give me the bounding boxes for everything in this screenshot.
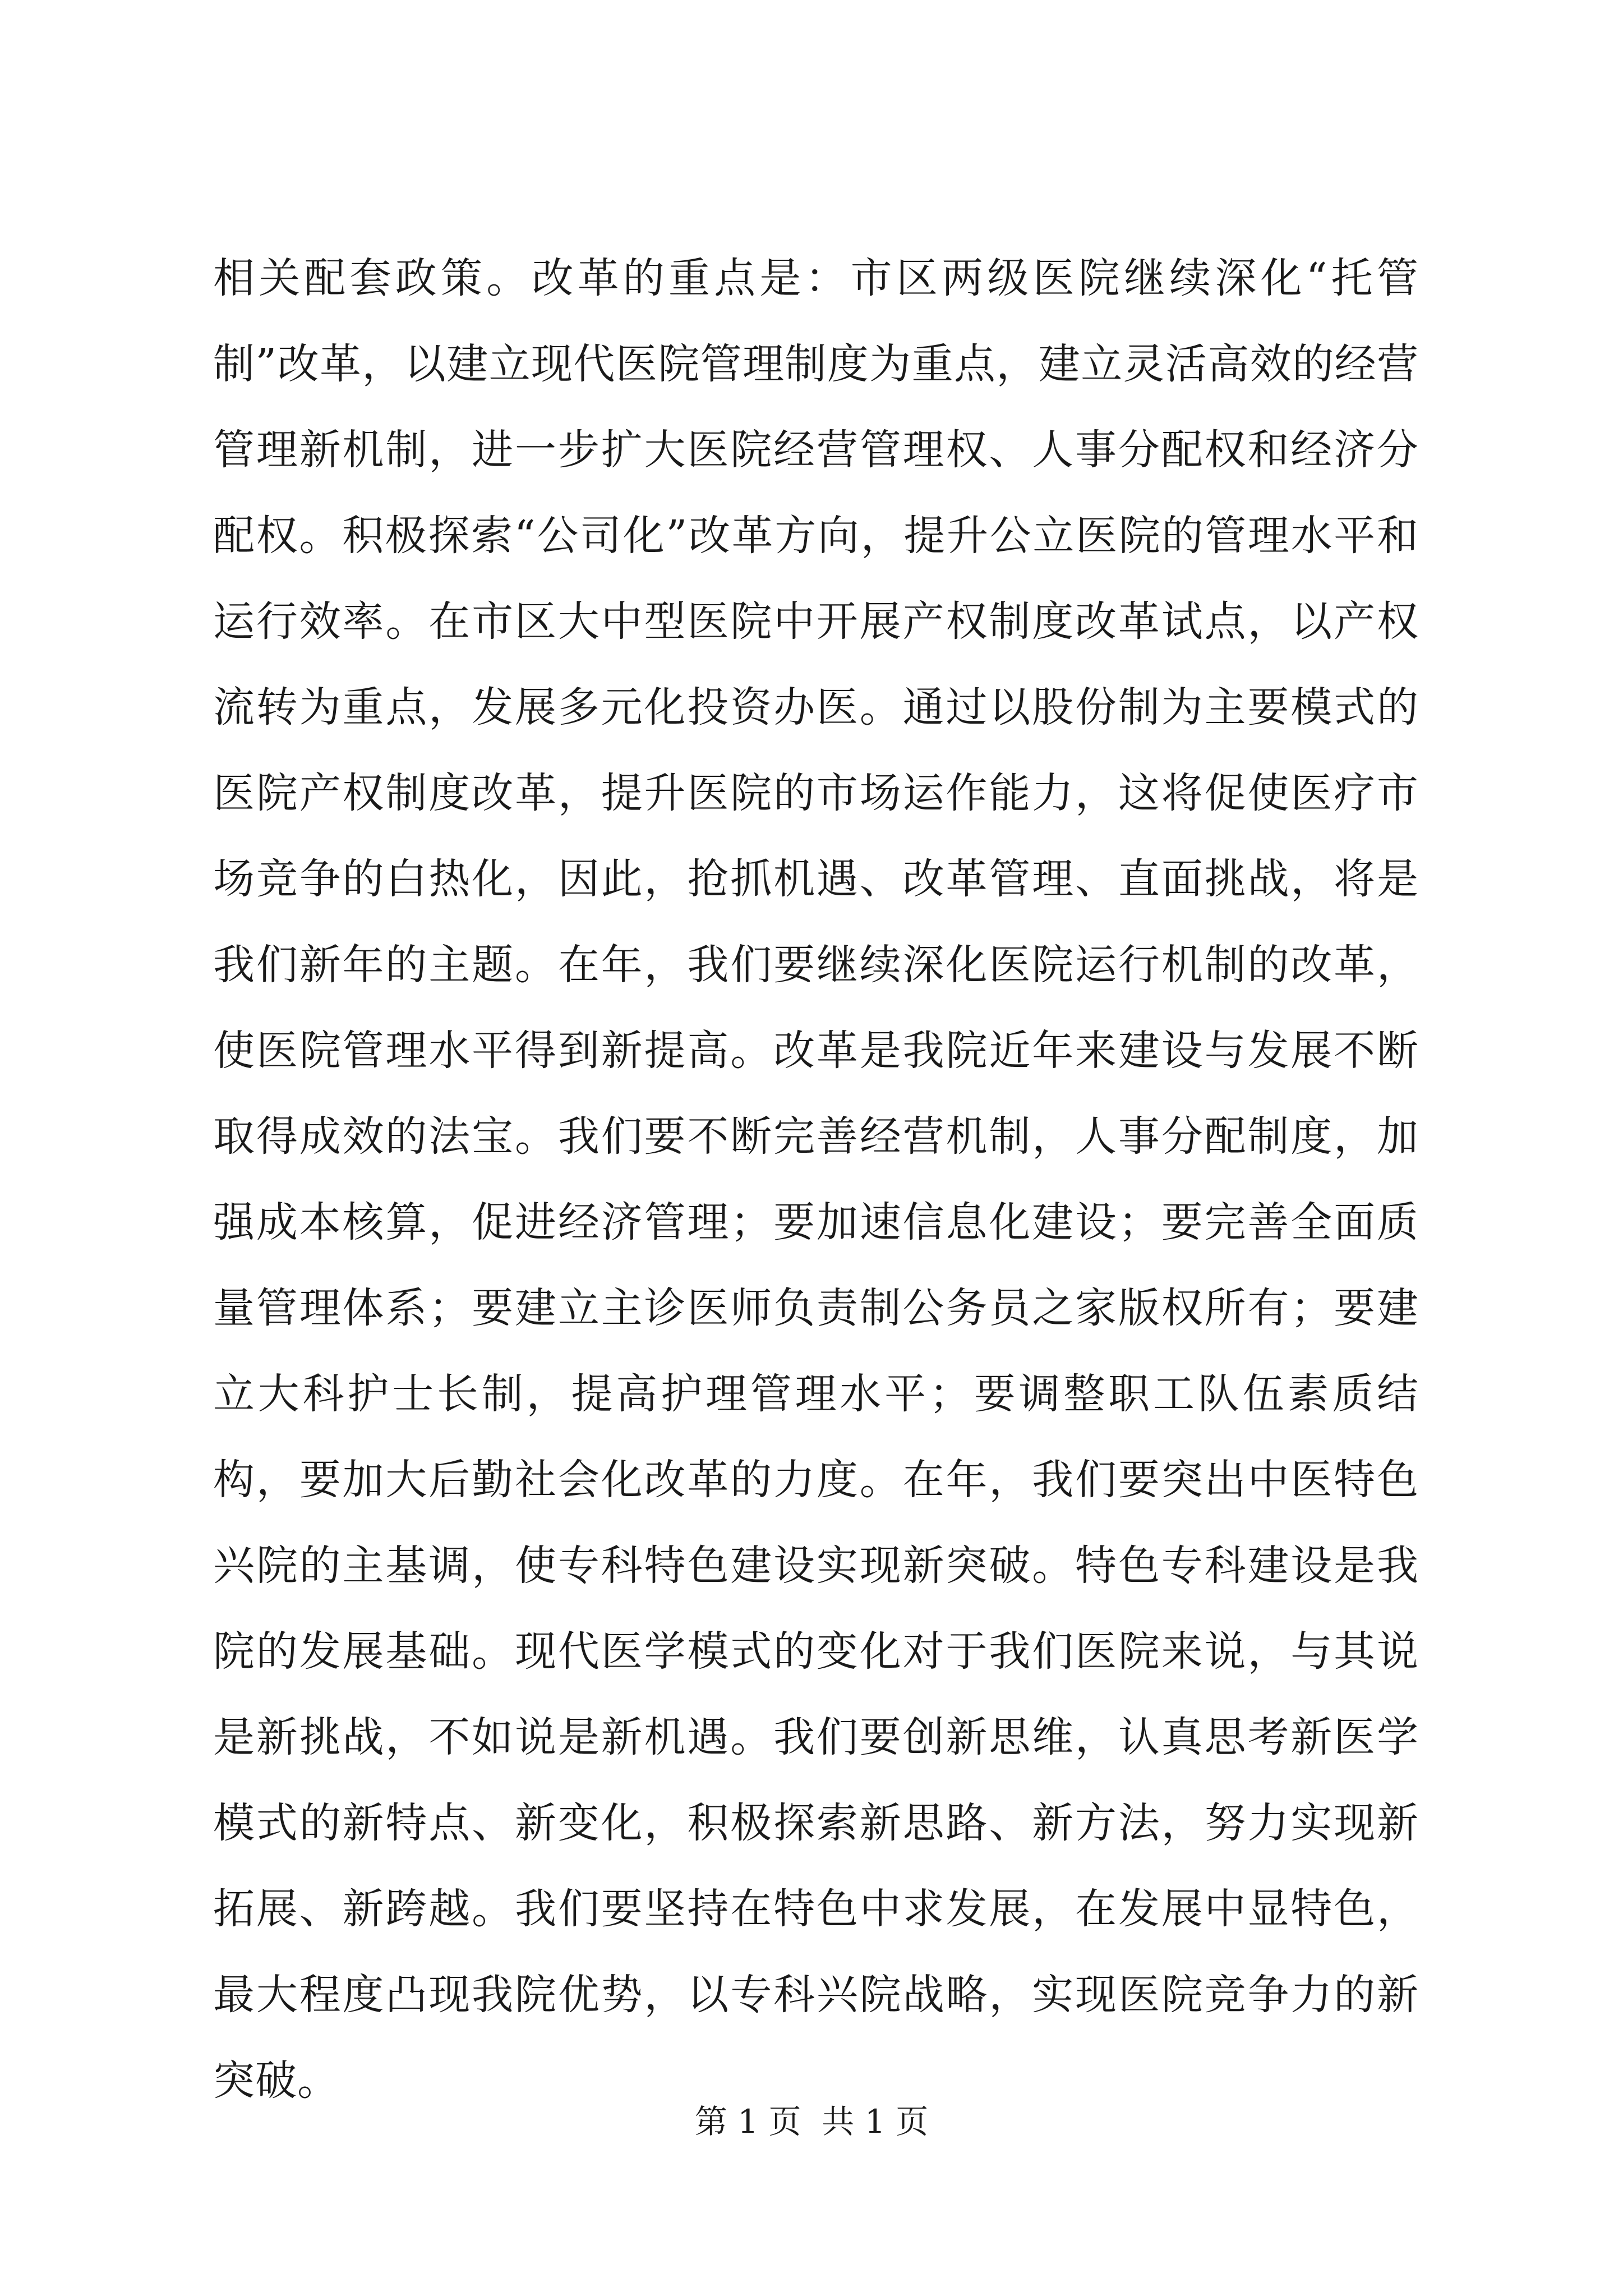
page-number-footer: 第 1 页 共 1 页 (694, 2102, 929, 2141)
body-paragraph: 相关配套政策。改革的重点是：市区两级医院继续深化“托管制”改革，以建立现代医院管理制度为重点，建立灵活高效的经营管理新机制，进一步扩大医院经营管理权、人事分配权和经济分配权。积极探索“公司化”改革方向，提升公立医院的管理水平和运行效率。在市区大中型医院中开展产权制度改革试点，以产权流转为重点，发展多元化投资办医。通过以股份制为主要模式的医院产权制度改革，提升医院的市场运作能力，这将促使医疗市场竞争的白热化，因此，抢抓机遇、改革管理、直面挑战，将是我们新年的主题。在年，我们要继续深化医院运行机制的改革，使医院管理水平得到新提高。改革是我院近年来建设与发展不断取得成效的法宝。我们要不断完善经营机制，人事分配制度，加强成本核算，促进经济管理；要加速信息化建设；要完善全面质量管理体系；要建立主诊医师负责制公务员之家版权所有；要建立大科护士长制，提高护理管理水平；要调整职工队伍素质结构，要加大后勤社会化改革的力度。在年，我们要突出中医特色兴院的主基调，使专科特色建设实现新突破。特色专科建设是我院的发展基础。现代医学模式的变化对于我们医院来说，与其说是新挑战，不如说是新机遇。我们要创新思维，认真思考新医学模式的新特点、新变化，积极探索新思路、新方法，努力实现新拓展、新跨越。我们要坚持在特色中求发展，在发展中显特色，最大程度凸现我院优势，以专科兴院战略，实现医院竞争力的新突破。 (213, 254, 1419, 2105)
